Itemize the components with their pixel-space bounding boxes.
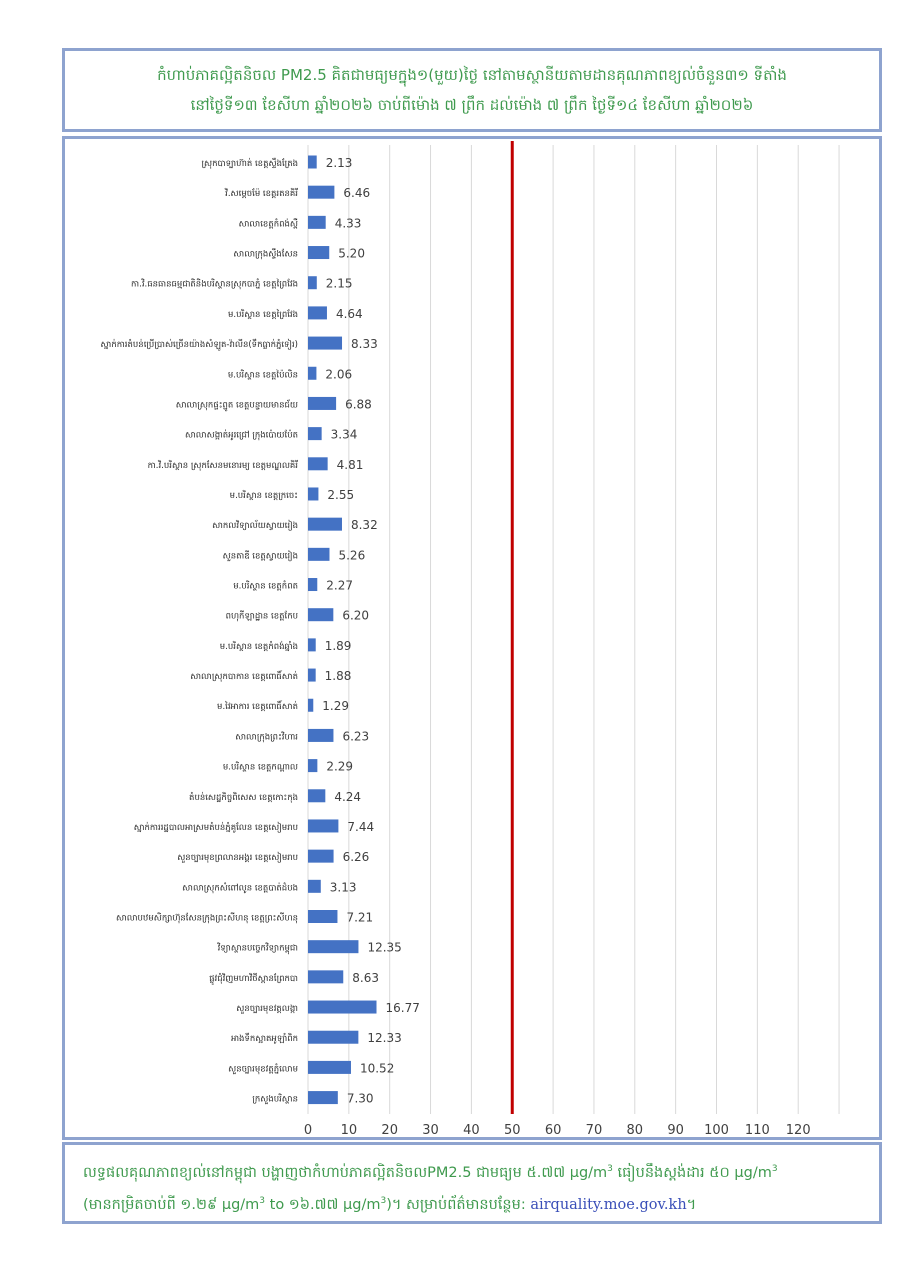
x-tick-label: 0: [303, 1123, 313, 1137]
value-label: 2.13: [325, 156, 353, 170]
value-label: 1.89: [324, 638, 352, 653]
bar: [308, 306, 327, 319]
value-label: 6.46: [343, 186, 371, 201]
category-label: អាងទឹកស្អាតអូឡាំពិក: [230, 1034, 298, 1045]
bar-chart: [65, 139, 879, 1137]
bar: [308, 427, 322, 440]
value-label: 6.26: [342, 850, 370, 865]
bar: [308, 548, 329, 561]
bar: [308, 729, 333, 742]
category-label: កា.វិ.ធនធានធម្មជាតិនិងបរិស្ថានស្រុកបាភ្នំ ខេត្តព្រៃវែង: [131, 279, 298, 290]
category-label: សួនច្បារមុខវត្តភ្នំលោម: [228, 1064, 298, 1075]
value-label: 1.88: [324, 669, 352, 684]
category-label: ស្នាក់ការតំបន់ប្រើប្រាស់ច្រើនយ៉ាងសំឡូត-វ៉ាលីន(ទឹកធ្លាក់ភ្នំទៀរ): [100, 340, 298, 351]
category-label: ពហុកីឡាដ្ឋាន ខេត្តកែប: [225, 611, 298, 622]
footer-sup-1b: 3: [771, 1164, 778, 1174]
category-label: វិទ្យាស្ថានបច្ចេកវិទ្យាកម្ពុជា: [217, 943, 298, 954]
value-label: 4.81: [336, 457, 364, 472]
bar: [308, 186, 334, 199]
x-tick-label: 30: [422, 1123, 439, 1137]
chart-title-line-2: នៅថ្ងៃទី១៣ ខែសីហា ឆ្នាំ២០២៦ ចាប់ពីម៉ោង ៧ ព្រឹក ដល់ម៉ោង ៧ ព្រឹក ថ្ងៃទី១៤ ខែសីហា ឆ្នាំ២០២៦: [190, 96, 754, 114]
value-label: 6.20: [342, 608, 370, 623]
value-label: 8.33: [351, 337, 378, 352]
category-label: ម.បរិស្ថាន ខេត្តក្រចេះ: [229, 490, 298, 501]
value-label: 2.55: [327, 487, 355, 502]
bar: [308, 156, 317, 169]
value-label: 2.27: [326, 578, 353, 593]
bar: [308, 1061, 351, 1074]
x-tick-label: 10: [340, 1123, 358, 1137]
category-label: សួនតាឌី ខេត្តស្វាយរៀង: [222, 551, 298, 562]
category-label: សួនច្បារមុខព្រលានអង្គរ ខេត្តសៀមរាប: [177, 853, 298, 864]
category-label: សាលាក្រុងព្រះវិហារ: [235, 732, 298, 743]
value-label: 1.29: [322, 699, 349, 714]
footer-sup-2b: 3: [380, 1195, 387, 1206]
bar: [308, 216, 326, 229]
x-tick-label: 90: [667, 1123, 684, 1137]
category-label: ស្នាក់ការរដ្ឋបាលអាស្រមតំបន់ភ្នំគូលែន ខេត្តសៀមរាប: [133, 822, 298, 833]
x-tick-label: 40: [463, 1123, 480, 1137]
value-label: 10.52: [359, 1061, 395, 1076]
bar: [308, 638, 316, 651]
bar: [308, 246, 329, 259]
value-label: 7.44: [347, 819, 375, 834]
category-label: សាលាស្រុកសំពៅលូន ខេត្តបាត់ដំបង: [182, 883, 298, 894]
footer-text-2d: ។: [686, 1196, 697, 1213]
summary-footer: [62, 1142, 882, 1224]
bar: [308, 1091, 338, 1104]
x-tick-label: 120: [785, 1123, 811, 1137]
footer-sup-1a: 3: [607, 1164, 613, 1174]
value-label: 2.29: [326, 759, 354, 774]
bar: [308, 337, 342, 350]
bar: [308, 578, 317, 591]
bar: [308, 759, 317, 772]
category-label: តំបន់សេដ្ឋកិច្ចពិសេស ខេត្តកោះកុង: [189, 792, 298, 803]
category-label: ម.វៃអាការ ខេត្តពោធិ៍សាត់: [217, 702, 298, 713]
x-tick-label: 80: [626, 1123, 644, 1137]
x-tick-label: 50: [503, 1123, 521, 1137]
category-label: ម.បរិស្ថាន ខេត្តកំពង់ឆ្នាំង: [219, 641, 298, 652]
bar: [308, 518, 342, 531]
bar: [308, 910, 337, 923]
bar: [308, 457, 328, 470]
category-label: សាលាបឋមសិក្សាហ៊ុនសែនក្រុងព្រះសីហនុ ខេត្តព្រះសីហនុ: [115, 913, 298, 924]
bar: [308, 789, 325, 802]
value-label: 8.32: [350, 518, 378, 533]
value-label: 12.33: [367, 1031, 402, 1046]
category-label: ផ្លូវជុំវិញមហាវិថីស្ពានព្រែកបា: [209, 973, 298, 984]
value-label: 6.23: [342, 729, 370, 744]
footer-text-2b: to ១៦.៧៧ μg/m: [265, 1196, 381, 1213]
footer-text-1b: ធៀបនឹងស្តង់ដារ ៥០ μg/m: [612, 1164, 772, 1181]
chart-title-box: [62, 48, 882, 132]
category-label: សួនច្បារមុខវត្តលង្កា: [236, 1004, 298, 1015]
footer-line-2: [83, 1187, 861, 1219]
chart-panel: [62, 136, 882, 1140]
category-label: ក្រសួងបរិស្ថាន: [252, 1094, 298, 1105]
value-label: 4.24: [334, 789, 362, 804]
category-label: ម.បរិស្ថាន ខេត្តព្រៃវែង: [228, 309, 298, 320]
bar: [308, 850, 334, 863]
value-label: 7.30: [346, 1091, 374, 1106]
bar: [308, 970, 343, 983]
x-tick-label: 110: [744, 1123, 770, 1137]
x-tick-label: 100: [704, 1123, 729, 1137]
value-label: 8.63: [352, 970, 379, 985]
x-tick-label: 60: [544, 1123, 562, 1137]
value-label: 12.35: [367, 940, 402, 955]
footer-sup-2a: 3: [259, 1195, 266, 1206]
value-label: 4.64: [335, 306, 363, 321]
category-label: ម.បរិស្ថាន ខេត្តកំពត: [233, 581, 298, 592]
value-label: 5.20: [338, 246, 365, 261]
x-tick-label: 20: [381, 1123, 398, 1137]
category-label: វិ.សម្ដេចម៉ែ ខេត្តរតនគិរី: [225, 189, 298, 200]
bar: [308, 397, 336, 410]
website-link[interactable]: airquality.moe.gov.kh: [530, 1196, 687, 1213]
category-label: ម.បរិស្ថាន ខេត្តកណ្ដាល: [222, 762, 298, 773]
category-label: ម.បរិស្ថាន ខេត្តប៉ៃលិន: [227, 370, 298, 381]
bar: [308, 880, 321, 893]
footer-text-2a: (មានកម្រិតចាប់ពី ១.២៩ μg/m: [83, 1196, 260, 1213]
value-label: 3.13: [329, 880, 357, 895]
bar: [308, 940, 358, 953]
bar: [308, 276, 317, 289]
footer-text-2c: )។ សម្រាប់ព័ត៌មានបន្ថែម:: [386, 1196, 531, 1213]
category-label: កា.វិ.បរិស្ថាន ស្រុកសែនមនោរម្យ ខេត្តមណ្ឌលគិរី: [147, 460, 298, 471]
bar: [308, 699, 313, 712]
value-label: 4.33: [334, 216, 362, 231]
bar: [308, 819, 338, 832]
category-label: សាលាស្រុកផ្ទះព្នូត ខេត្តបន្ទាយមានជ័យ: [175, 400, 298, 411]
value-label: 2.15: [325, 276, 353, 291]
category-label: សាលាសង្កាត់អូរជ្រៅ ក្រុងប៉ោយប៉ែត: [185, 430, 298, 441]
bar: [308, 1031, 358, 1044]
bar: [308, 1001, 377, 1014]
x-tick-label: 70: [585, 1123, 603, 1137]
value-label: 7.21: [346, 910, 374, 925]
category-label: ស្រុកបាទ្បាហ៊ាត់ ខេត្តស្ទឹងត្រែង: [201, 159, 298, 169]
value-label: 6.88: [345, 397, 372, 412]
bar: [308, 669, 316, 682]
bar: [308, 487, 318, 500]
value-label: 16.77: [385, 1001, 420, 1016]
bar: [308, 608, 333, 621]
bar: [308, 367, 316, 380]
category-label: សាលាខេត្តកំពង់ស្ពឺ: [238, 219, 298, 230]
footer-line-1: [83, 1155, 861, 1187]
category-label: សាលាក្រុងស្ទឹងសែន: [233, 249, 298, 260]
footer-text-1a: លទ្ធផលគុណភាពខ្យល់នៅកម្ពុជា បង្ហាញថាកំហាប់ភាគល្អិតនិចលPM2.5 ជាមធ្យម ៥.៧៧ μg/m: [83, 1164, 608, 1181]
category-label: សាកលវិទ្យាល័យស្វាយរៀង: [212, 521, 298, 532]
category-label: សាលាស្រុកបាកាន ខេត្តពោធិ៍សាត់: [190, 672, 298, 683]
value-label: 2.06: [325, 367, 353, 382]
value-label: 5.26: [338, 548, 366, 563]
value-label: 3.34: [330, 427, 358, 442]
chart-title-line-1: កំហាប់ភាគល្អិតនិចល PM2.5 គិតជាមធ្យមក្នុង១(មួយ)ថ្ងៃ នៅតាមស្ថានីយតាមដានគុណភាពខ្យល់ចំនួន៣១ ទីតាំង: [157, 66, 787, 84]
